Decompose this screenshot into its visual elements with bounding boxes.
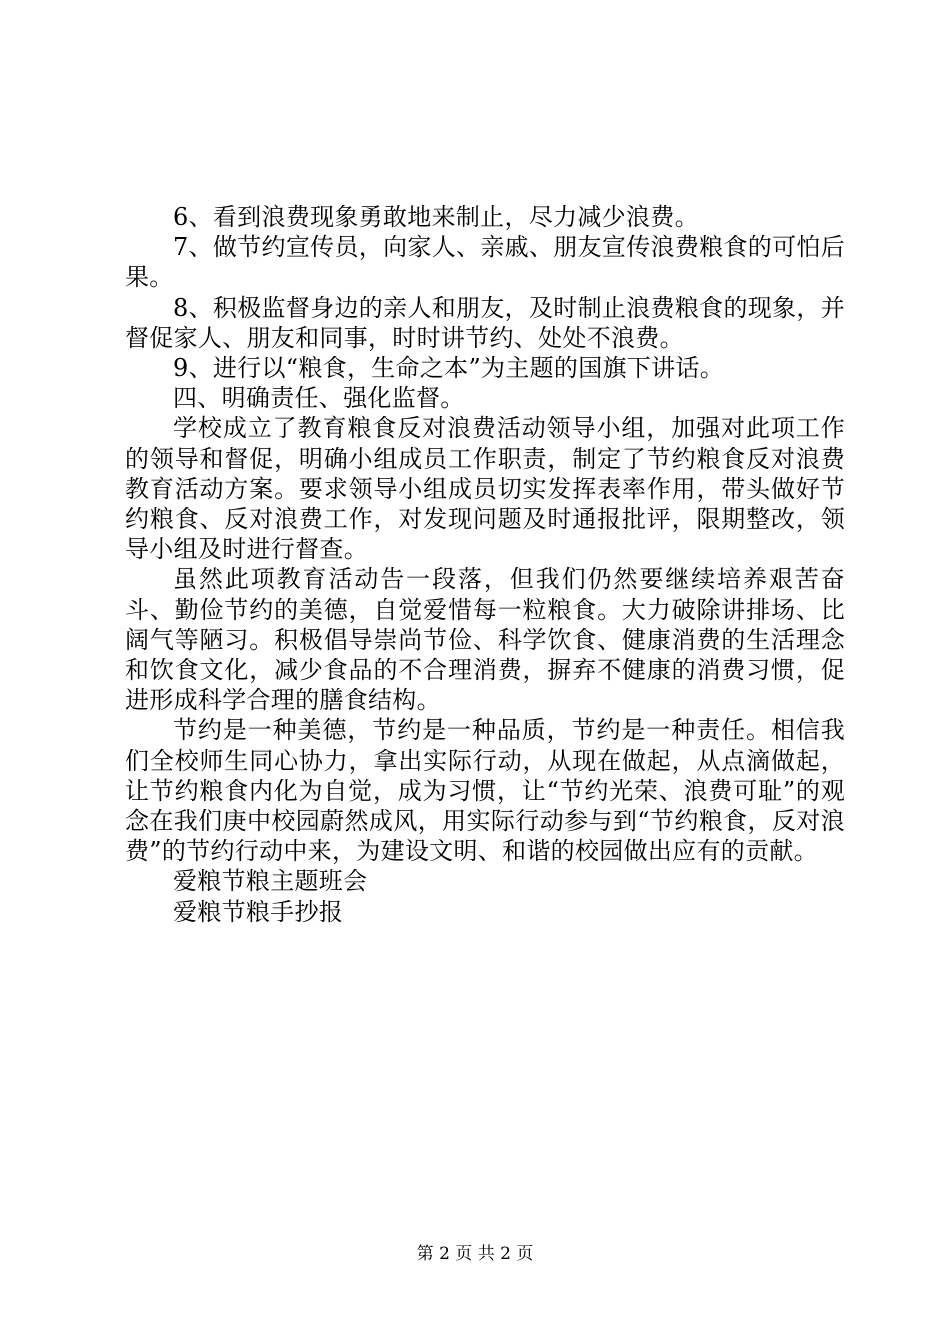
section-heading-4: 四、明确责任、强化监督。 — [173, 384, 465, 413]
related-title-class-meeting: 爱粮节粮主题班会 — [173, 867, 368, 896]
list-item-6: 6、看到浪费现象勇敢地来制止，尽力减少浪费。 — [173, 203, 699, 231]
document-body — [125, 202, 845, 927]
list-item-8: 8、积极监督身边的亲人和朋友，及时制止浪费粮食的现象，并督促家人、朋友和同事，时时讲节约、处处不浪费。 — [125, 293, 845, 352]
paragraph-leadership-group: 学校成立了教育粮食反对浪费活动领导小组，加强对此项工作的领导和督促，明确小组成员工作职责，制定了节约粮食反对浪费教育活动方案。要求领导小组成员切实发挥表率作用，带头做好节约粮食、反对浪费工作，对发现问题及时通报批评，限期整改，领导小组及时进行督查。 — [125, 414, 845, 564]
page-number-footer: 第 2 页 共 2 页 — [416, 1244, 534, 1264]
related-title-handwritten-newspaper: 爱粮节粮手抄报 — [173, 897, 344, 926]
paragraph-conclusion: 节约是一种美德，节约是一种品质，节约是一种责任。相信我们全校师生同心协力，拿出实际行动，从现在做起，从点滴做起，让节约粮食内化为自觉，成为习惯，让“节约光荣、浪费可耻”的观念在我们庚中校园蔚然成风，用实际行动参与到“节约粮食，反对浪费”的节约行动中来，为建设文明、和谐的校园做出应有的贡献。 — [125, 716, 845, 866]
list-item-9: 9、进行以“粮食，生命之本”为主题的国旗下讲话。 — [173, 354, 725, 383]
list-item-7: 7、做节约宣传员，向家人、亲戚、朋友宣传浪费粮食的可怕后果。 — [125, 233, 845, 292]
paragraph-continue-education: 虽然此项教育活动告一段落，但我们仍然要继续培养艰苦奋斗、勤俭节约的美德，自觉爱惜每一粒粮食。大力破除讲排场、比阔气等陋习。积极倡导崇尚节俭、科学饮食、健康消费的生活理念和饮食文化，减少食品的不合理消费，摒弃不健康的消费习惯，促进形成科学合理的膳食结构。 — [125, 565, 845, 715]
